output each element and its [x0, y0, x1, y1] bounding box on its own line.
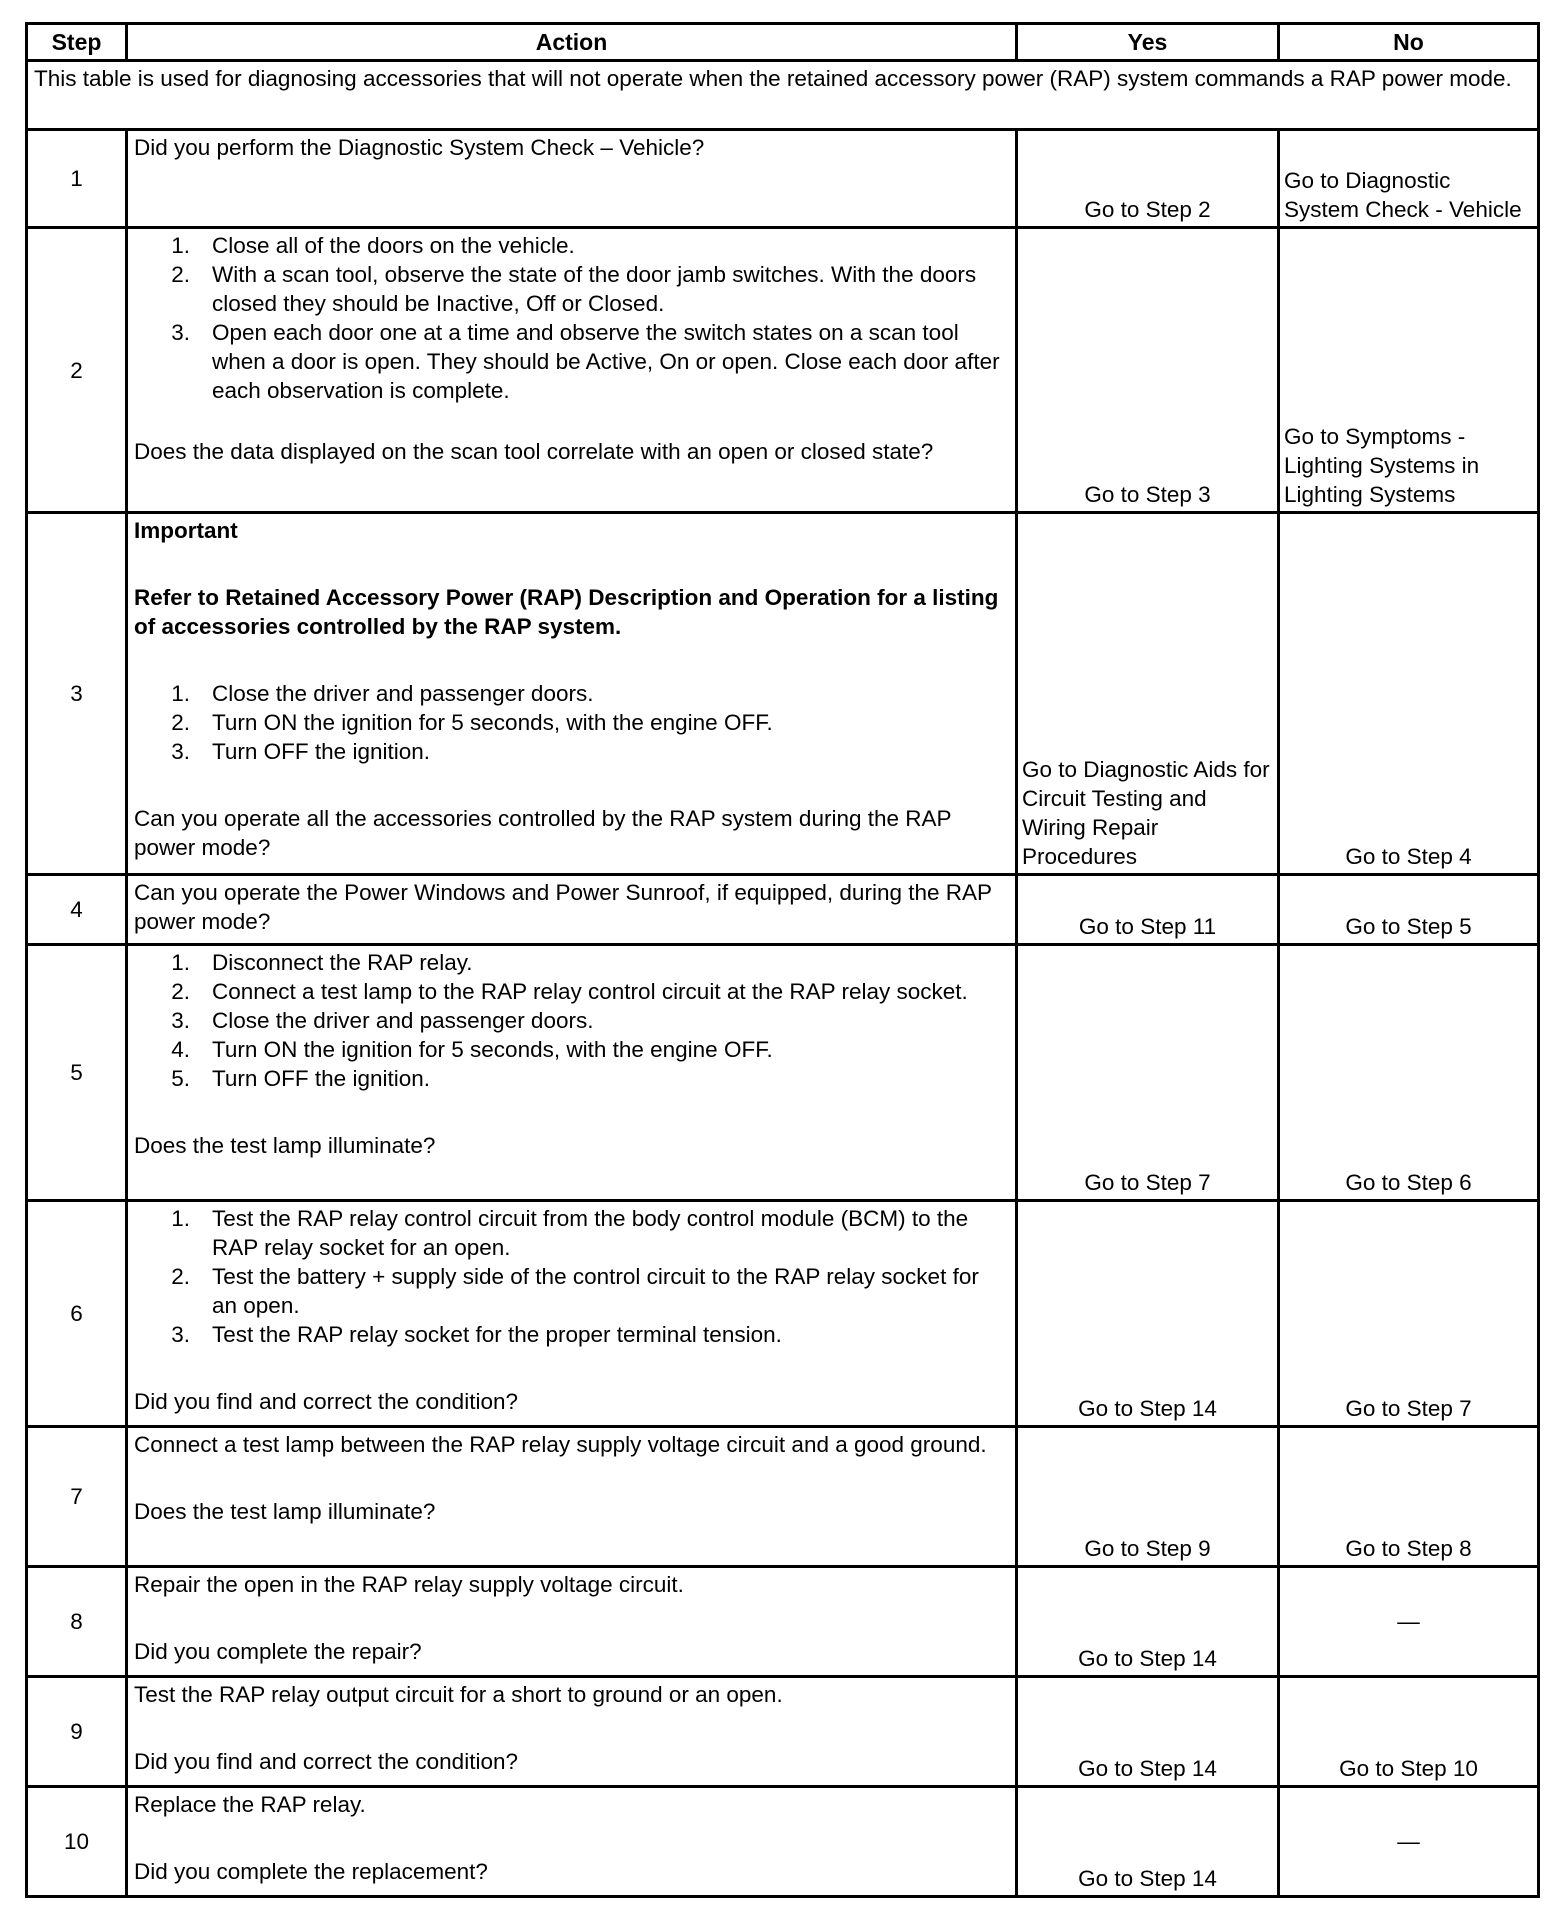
table-row: [27, 945, 1539, 1201]
no-cell: Go to Symptoms - Lighting Systems in Lighting Systems: [1279, 228, 1539, 513]
action-text: Repair the open in the RAP relay supply voltage circuit.: [134, 1572, 684, 1597]
action-question: Does the test lamp illuminate?: [134, 1499, 436, 1524]
action-question: Did you find and correct the condition?: [134, 1749, 518, 1774]
table-row: [27, 875, 1539, 945]
action-cell: [127, 945, 1017, 1201]
header-action: Action: [127, 24, 1017, 61]
step-number: 1: [27, 130, 127, 228]
table-row: [27, 130, 1539, 228]
action-question: Did you perform the Diagnostic System Check – Vehicle?: [134, 135, 705, 160]
step-number: 6: [27, 1201, 127, 1427]
no-cell: Go to Step 5: [1279, 875, 1539, 945]
header-step: Step: [27, 24, 127, 61]
table-row: [27, 513, 1539, 875]
no-cell: Go to Step 10: [1279, 1677, 1539, 1787]
list-item: 2. With a scan tool, observe the state of the door jamb switches. With the doors closed they should be Inactive, Off or Closed.: [171, 262, 977, 316]
no-cell: Go to Step 7: [1279, 1201, 1539, 1427]
header-yes: Yes: [1017, 24, 1279, 61]
no-cell: Go to Step 8: [1279, 1427, 1539, 1567]
action-list: [134, 948, 1009, 1093]
important-note: Refer to Retained Accessory Power (RAP) Description and Operation for a listing of accessories controlled by the RAP system.: [134, 585, 999, 639]
action-text: Replace the RAP relay.: [134, 1792, 366, 1817]
action-text: Test the RAP relay output circuit for a short to ground or an open.: [134, 1682, 783, 1707]
list-item: 1. Test the RAP relay control circuit from the body control module (BCM) to the RAP relay socket for an open.: [171, 1206, 969, 1260]
header-no: No: [1279, 24, 1539, 61]
action-cell: [127, 1677, 1017, 1787]
yes-cell: Go to Step 3: [1017, 228, 1279, 513]
list-item: 1. Close all of the doors on the vehicle.: [171, 233, 575, 258]
action-cell: [127, 1427, 1017, 1567]
step-number: 4: [27, 875, 127, 945]
table-row: [27, 1201, 1539, 1427]
action-question: Does the test lamp illuminate?: [134, 1133, 436, 1158]
yes-cell: Go to Step 14: [1017, 1567, 1279, 1677]
list-item: 2. Test the battery + supply side of the control circuit to the RAP relay socket for an open.: [171, 1264, 979, 1318]
action-question: Can you operate all the accessories controlled by the RAP system during the RAP power mode?: [134, 806, 952, 860]
list-item: 3. Test the RAP relay socket for the proper terminal tension.: [171, 1322, 782, 1347]
yes-cell: Go to Step 14: [1017, 1201, 1279, 1427]
yes-cell: Go to Step 9: [1017, 1427, 1279, 1567]
action-cell: [127, 1787, 1017, 1897]
no-cell: —: [1279, 1787, 1539, 1897]
list-item: 1. Close the driver and passenger doors.: [171, 681, 594, 706]
action-question: Did you complete the replacement?: [134, 1859, 488, 1884]
action-question: Did you find and correct the condition?: [134, 1389, 518, 1414]
list-item: 3. Open each door one at a time and observe the switch states on a scan tool when a door is open. They should be Active, On or open. Close each door after each observation is complete.: [171, 320, 1000, 403]
action-list: [134, 679, 1009, 766]
step-number: 10: [27, 1787, 127, 1897]
action-cell: [127, 228, 1017, 513]
action-question: Did you complete the repair?: [134, 1639, 422, 1664]
no-cell: —: [1279, 1567, 1539, 1677]
list-item: 5. Turn OFF the ignition.: [171, 1066, 431, 1091]
list-item: 4. Turn ON the ignition for 5 seconds, with the engine OFF.: [171, 1037, 773, 1062]
action-cell: [127, 130, 1017, 228]
action-question: Does the data displayed on the scan tool correlate with an open or closed state?: [134, 439, 934, 464]
action-list: [134, 1204, 1009, 1349]
table-row: [27, 228, 1539, 513]
action-cell: [127, 513, 1017, 875]
step-number: 5: [27, 945, 127, 1201]
intro-text: This table is used for diagnosing accessories that will not operate when the retained accessory power (RAP) system commands a RAP power mode.: [27, 61, 1539, 130]
no-cell: Go to Step 4: [1279, 513, 1539, 875]
diagnostic-table-container: [25, 22, 1540, 1898]
list-item: 3. Turn OFF the ignition.: [171, 739, 431, 764]
intro-row: [27, 61, 1539, 130]
action-cell: [127, 1567, 1017, 1677]
step-number: 2: [27, 228, 127, 513]
step-number: 9: [27, 1677, 127, 1787]
table-row: [27, 1427, 1539, 1567]
step-number: 3: [27, 513, 127, 875]
action-cell: [127, 1201, 1017, 1427]
action-text: Connect a test lamp between the RAP relay supply voltage circuit and a good ground.: [134, 1432, 987, 1457]
important-label: Important: [134, 518, 238, 543]
step-number: 8: [27, 1567, 127, 1677]
action-list: [134, 231, 1009, 405]
list-item: 1. Disconnect the RAP relay.: [171, 950, 473, 975]
action-cell: [127, 875, 1017, 945]
list-item: 3. Close the driver and passenger doors.: [171, 1008, 594, 1033]
diagnostic-table: [25, 22, 1540, 1898]
header-row: [27, 24, 1539, 61]
step-number: 7: [27, 1427, 127, 1567]
yes-cell: Go to Step 14: [1017, 1787, 1279, 1897]
yes-cell: Go to Step 11: [1017, 875, 1279, 945]
table-row: [27, 1677, 1539, 1787]
list-item: 2. Connect a test lamp to the RAP relay control circuit at the RAP relay socket.: [171, 979, 968, 1004]
table-row: [27, 1567, 1539, 1677]
action-question: Can you operate the Power Windows and Power Sunroof, if equipped, during the RAP power mode?: [134, 880, 992, 934]
list-item: 2. Turn ON the ignition for 5 seconds, with the engine OFF.: [171, 710, 773, 735]
yes-cell: Go to Step 7: [1017, 945, 1279, 1201]
yes-cell: Go to Step 14: [1017, 1677, 1279, 1787]
yes-cell: Go to Diagnostic Aids for Circuit Testing and Wiring Repair Procedures: [1017, 513, 1279, 875]
table-row: [27, 1787, 1539, 1897]
yes-cell: Go to Step 2: [1017, 130, 1279, 228]
no-cell: Go to Step 6: [1279, 945, 1539, 1201]
no-cell: Go to Diagnostic System Check - Vehicle: [1279, 130, 1539, 228]
